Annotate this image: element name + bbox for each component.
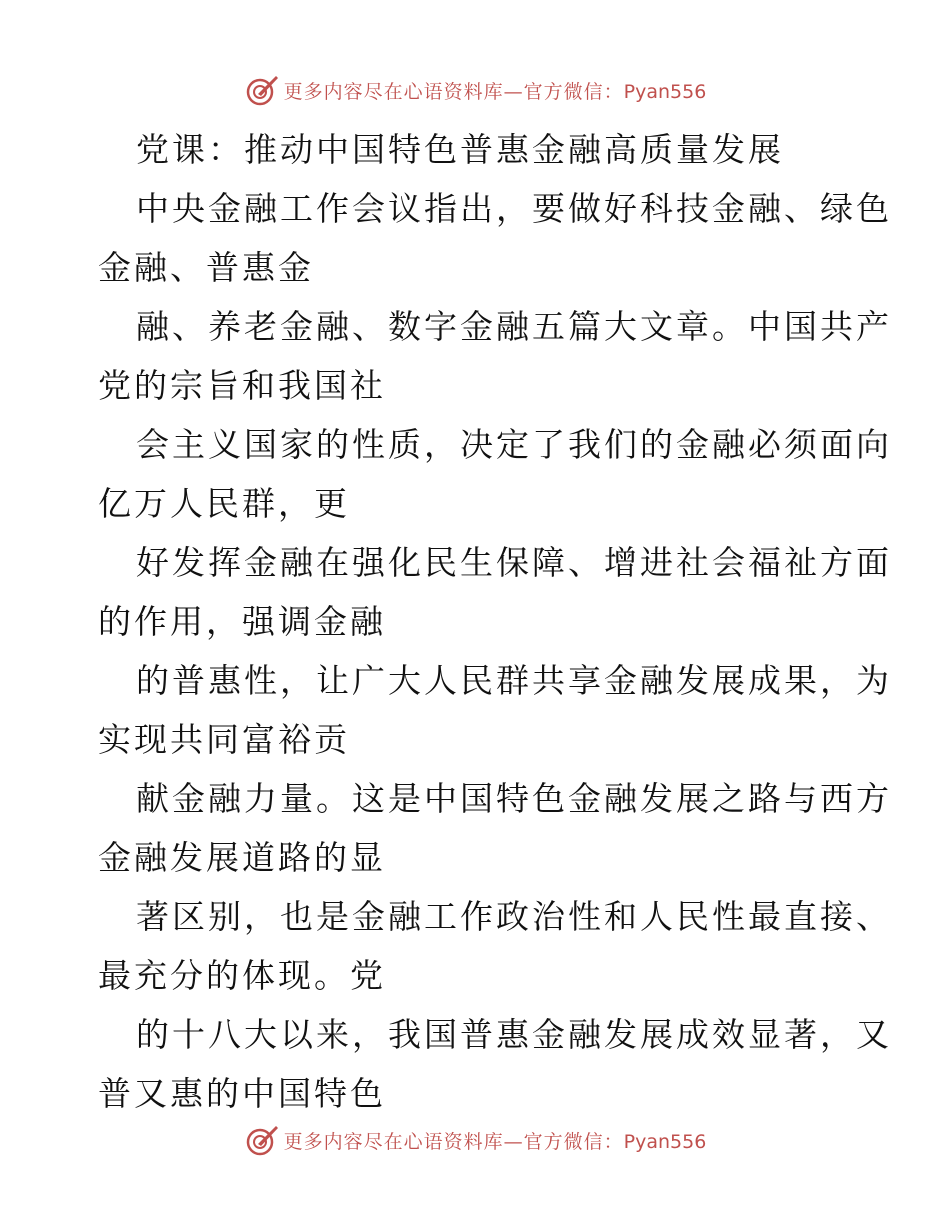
text-line: 的作用，强调金融 <box>98 602 386 641</box>
text-line: 的十八大以来，我国普惠金融发展成效显著，又 <box>136 1015 892 1054</box>
wechat-id: Pyan556 <box>623 80 707 103</box>
text-line: 党的宗旨和我国社 <box>98 366 386 405</box>
text-line: 亿万人民群，更 <box>98 484 350 523</box>
document-body <box>98 120 892 1123</box>
quill-logo-icon <box>244 72 280 108</box>
banner-text: 更多内容尽在心语资料库—官方微信：Pyan556 <box>283 1130 707 1153</box>
banner-text: 更多内容尽在心语资料库—官方微信：Pyan556 <box>283 80 707 103</box>
text-line: 金融、普惠金 <box>98 248 314 287</box>
text-line: 最充分的体现。党 <box>98 956 386 995</box>
text-line: 献金融力量。这是中国特色金融发展之路与西方 <box>136 779 892 818</box>
text-line: 好发挥金融在强化民生保障、增进社会福祉方面 <box>136 543 892 582</box>
text-line: 融、养老金融、数字金融五篇大文章。中国共产 <box>136 307 892 346</box>
text-line: 著区别，也是金融工作政治性和人民性最直接、 <box>136 897 892 936</box>
text-line: 中央金融工作会议指出，要做好科技金融、绿色 <box>136 189 892 228</box>
text-line: 的普惠性，让广大人民群共享金融发展成果，为 <box>136 661 892 700</box>
text-line: 普又惠的中国特色 <box>98 1074 386 1113</box>
footer-banner <box>0 1120 950 1160</box>
wechat-id: Pyan556 <box>623 1130 707 1153</box>
quill-logo-icon <box>244 1122 280 1158</box>
header-banner <box>0 70 950 110</box>
document-title: 党课：推动中国特色普惠金融高质量发展 <box>136 130 784 169</box>
text-line: 实现共同富裕贡 <box>98 720 350 759</box>
text-line: 会主义国家的性质，决定了我们的金融必须面向 <box>136 425 892 464</box>
text-line: 金融发展道路的显 <box>98 838 386 877</box>
